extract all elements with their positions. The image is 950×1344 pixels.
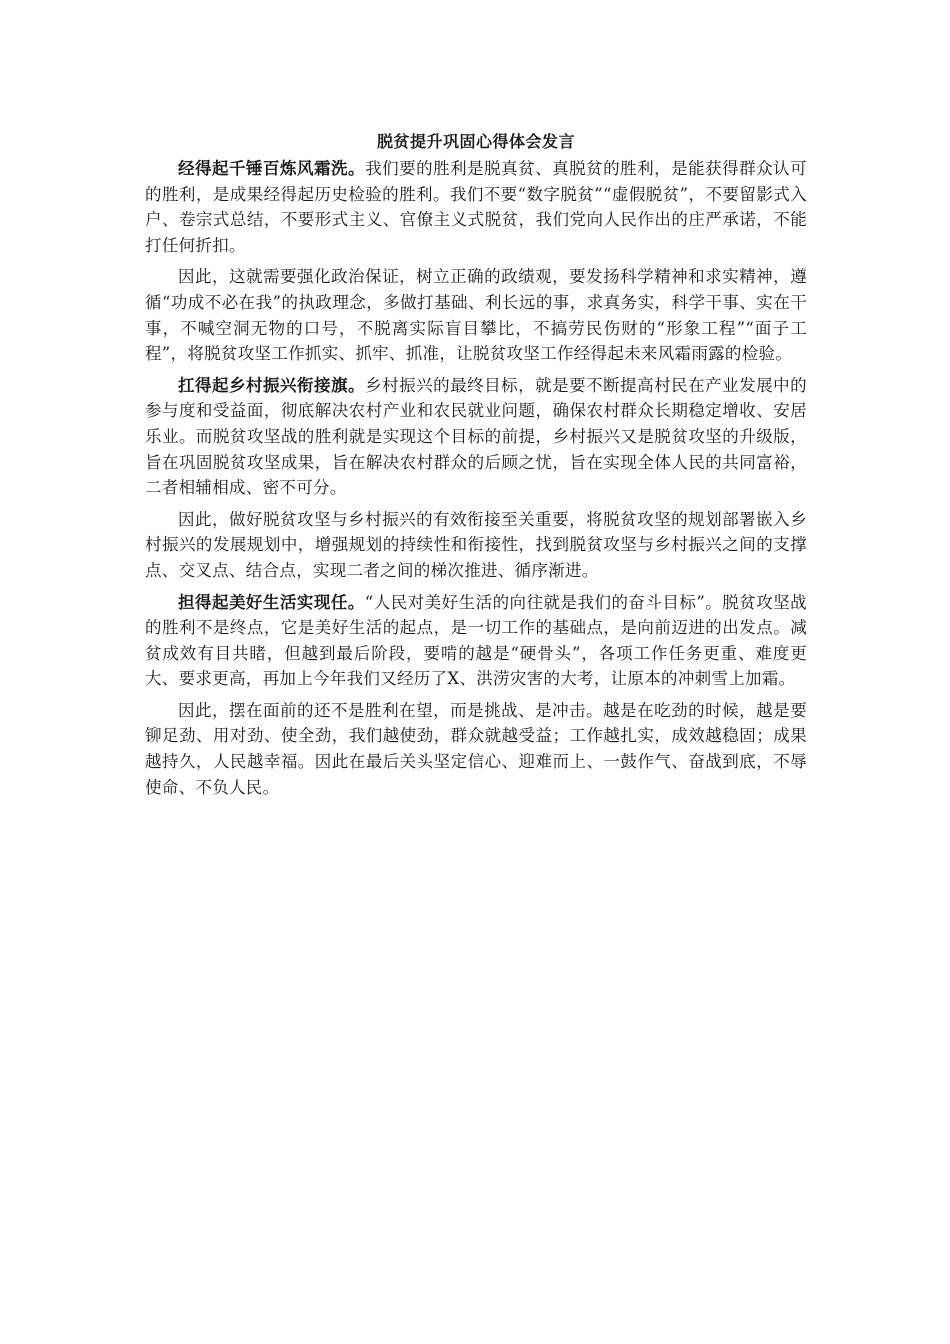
paragraph-6-text: 因此，摆在面前的还不是胜利在望，而是挑战、是冲击。越是在吃劲的时候，越是要铆足劲、用对劲、使全劲，我们越使劲，群众就越受益；工作越扎实，成效越稳固；成果越持久，人民越幸福。因此在最后关头坚定信心、迎难而上、一鼓作气、奋战到底，不辱使命、不负人民。 [145,700,807,797]
paragraph-1-lead: 经得起千锤百炼风霜洗。 [178,159,366,178]
document-title: 脱贫提升巩固心得体会发言 [376,132,575,151]
paragraph-4 [145,507,807,584]
paragraph-5 [145,590,807,692]
paragraph-3 [145,373,807,501]
paragraph-1-text: 我们要的胜利是脱真贫、真脱贫的胜利，是能获得群众认可的胜利，是成果经得起历史检验的胜利。我们不要“数字脱贫”“虚假脱贫”，不要留影式入户、卷宗式总结，不要形式主义、官僚主义式脱贫，我们党向人民作出的庄严承诺，不能打任何折扣。 [145,159,807,255]
paragraph-5-lead: 担得起美好生活实现任。 [178,592,365,612]
paragraph-2 [145,264,807,366]
paragraph-3-text: 乡村振兴的最终目标，就是要不断提高村民在产业发展中的参与度和受益面，彻底解决农村产业和农民就业问题，确保农村群众长期稳定增收、安居乐业。而脱贫攻坚战的胜利就是实现这个目标的前提，乡村振兴又是脱贫攻坚的升级版，旨在巩固脱贫攻坚成果，旨在解决农村群众的后顾之忧，旨在实现全体人民的共同富裕，二者相辅相成、密不可分。 [145,375,807,498]
paragraph-2-text: 因此，这就需要强化政治保证，树立正确的政绩观，要发扬科学精神和求实精神，遵循“功成不必在我”的执政理念，多做打基础、利长远的事，求真务实，科学干事、实在干事，不喊空洞无物的口号，不脱离实际盲目攀比，不搞劳民伤财的“形象工程”“面子工程”，将脱贫攻坚工作抓实、抓牢、抓准，让脱贫攻坚工作经得起未来风霜雨露的检验。 [145,267,807,364]
document-page [145,124,807,806]
paragraph-4-text: 因此，做好脱贫攻坚与乡村振兴的有效衔接至关重要，将脱贫攻坚的规划部署嵌入乡村振兴的发展规划中，增强规划的持续性和衔接性，找到脱贫攻坚与乡村振兴之间的支撑点、交叉点、结合点，实现二者之间的梯次推进、循序渐进。 [145,509,807,580]
paragraph-5-text: “人民对美好生活的向往就是我们的奋斗目标”。脱贫攻坚战的胜利不是终点，它是美好生活的起点，是一切工作的基础点，是向前迈进的出发点。减贫成效有目共睹，但越到最后阶段，要啃的越是“硬骨头”，各项工作任务更重、难度更大、要求更高，再加上今年我们又经历了X、洪涝灾害的大考，让原本的冲刺雪上加霜。 [145,592,807,689]
paragraph-3-lead: 扛得起乡村振兴衔接旗。 [178,375,366,395]
paragraph-6 [145,698,807,800]
paragraph-1 [145,156,807,258]
